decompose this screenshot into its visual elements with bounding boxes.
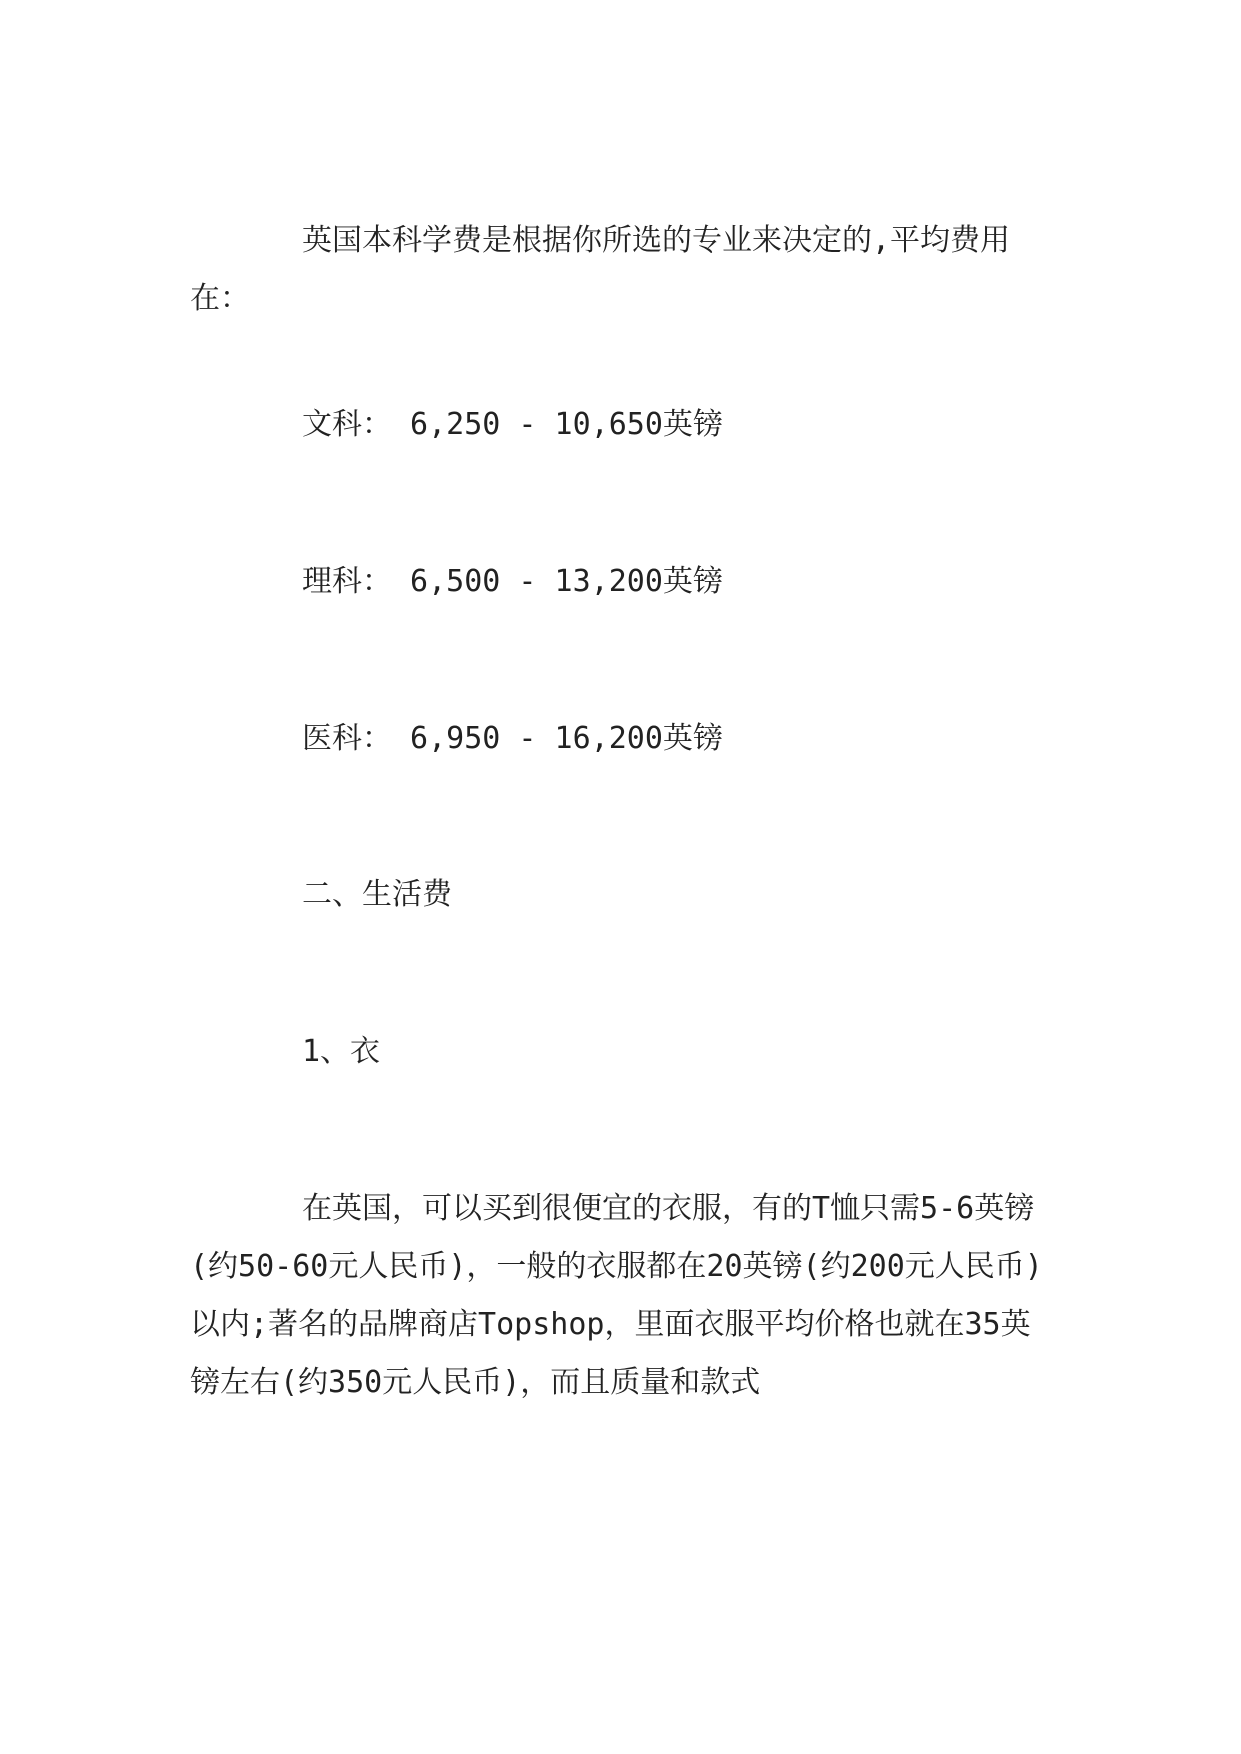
fee-science: 理科： 6,500 - 13,200英镑 xyxy=(302,564,723,599)
fee-arts: 文科： 6,250 - 10,650英镑 xyxy=(302,407,723,442)
fee-medicine: 医科： 6,950 - 16,200英镑 xyxy=(302,721,723,756)
subsection-heading: 1、衣 xyxy=(302,1034,381,1069)
clothing-paragraph: 在英国，可以买到很便宜的衣服，有的T恤只需5-6英镑(约50-60元人民币)，一般的衣服都在20英镑(约200元人民币)以内;著名的品牌商店Topshop，里面衣服平均价格也就在35英镑左右(约350元人民币)，而且质量和款式 xyxy=(190,1191,1043,1400)
intro-paragraph: 英国本科学费是根据你所选的专业来决定的,平均费用在： xyxy=(190,223,1011,316)
section-heading: 二、生活费 xyxy=(302,877,452,912)
